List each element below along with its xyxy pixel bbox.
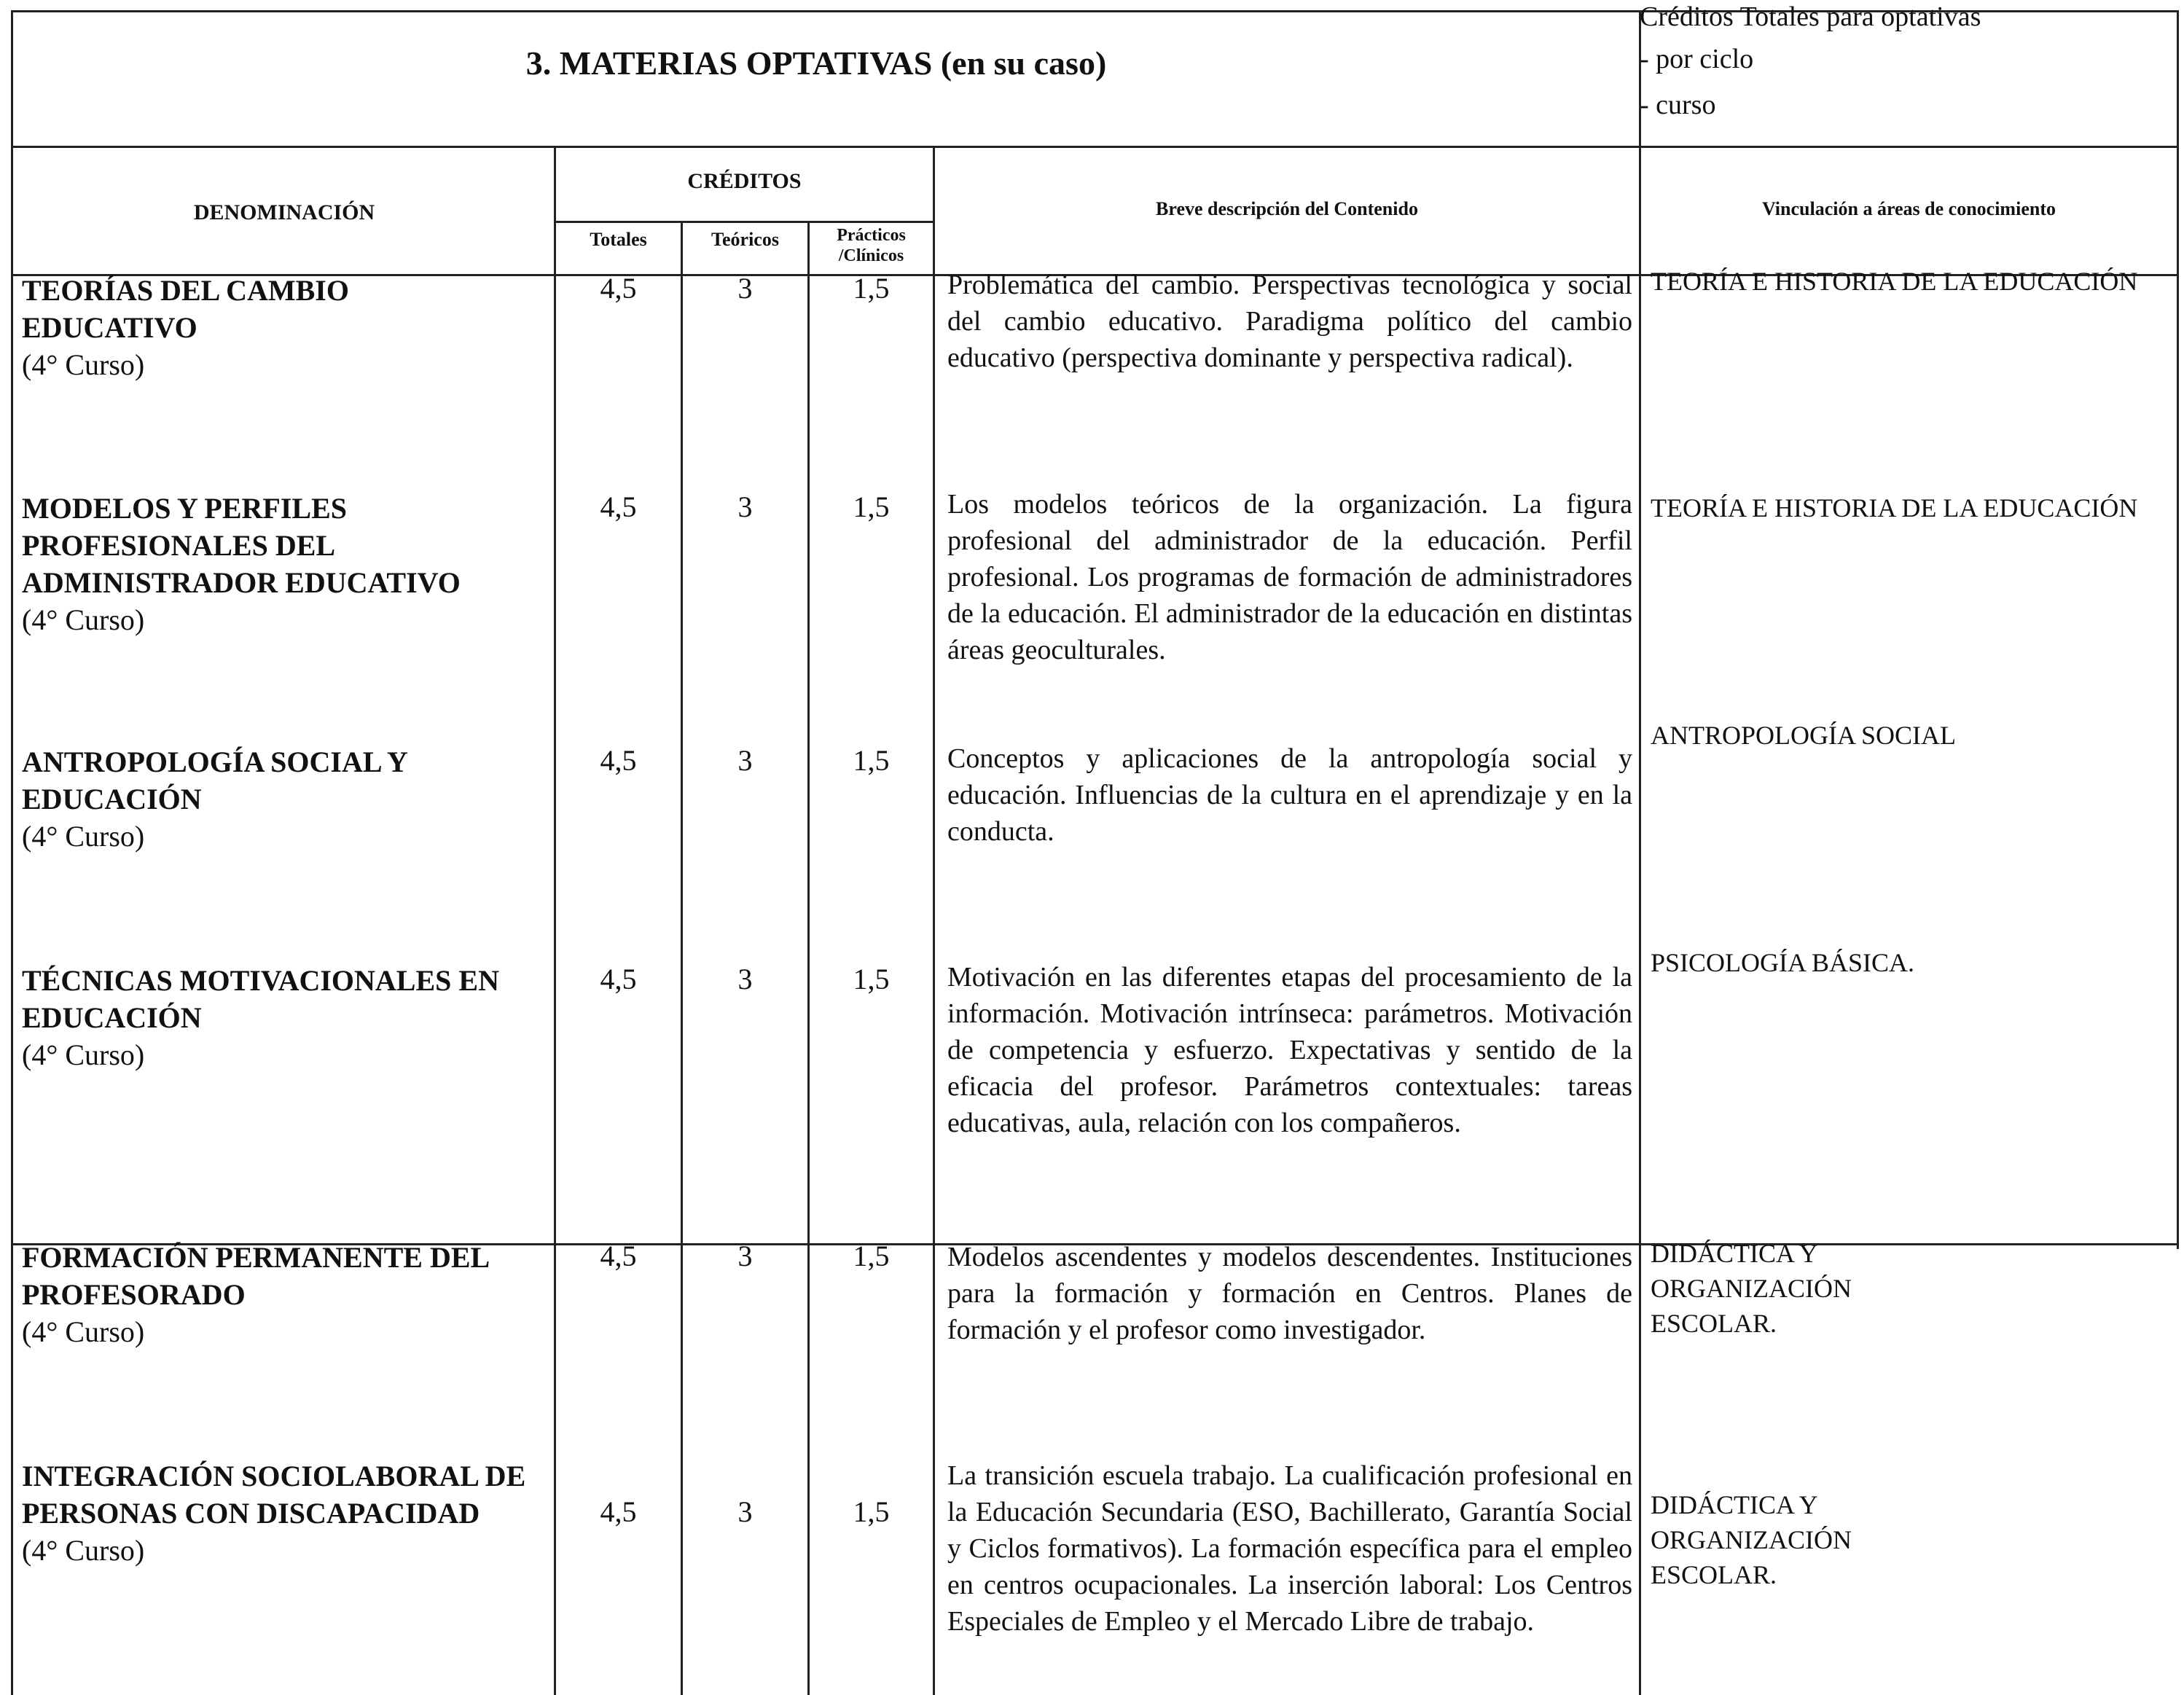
- row-6-totales: 4,5: [600, 1495, 637, 1528]
- row-5-teoricos: 3: [737, 1240, 753, 1272]
- row-6-area: DIDÁCTICA Y ORGANIZACIÓN ESCOLAR.: [1651, 1490, 1852, 1589]
- row-1-area: TEORÍA E HISTORIA DE LA EDUCACIÓN: [1651, 267, 2138, 296]
- row-6-description: La transición escuela trabajo. La cualificación profesional en la Educación Secundaria (ESO, Bachillerato, Garantía Social y Ciclos formativos). La formación específica para el empleo en centros ocupacionales. La inserción laboral: Los Centros Especiales de Empleo y el Mercado Libre de trabajo.: [947, 1460, 1632, 1637]
- credits-total-label: Créditos Totales para optativas: [1640, 1, 1981, 32]
- row-1-practicos: 1,5: [853, 272, 890, 305]
- row-4-description: Motivación en las diferentes etapas del procesamiento de la información. Motivación intrínseca: parámetros. Motivación de competencia y esfuerzo. Expectativas y sentido de la eficacia del profesor. Parámetros contextuales: tareas educativas, aula, relación con los compañeros.: [947, 962, 1632, 1138]
- per-course-label: - curso: [1640, 90, 1716, 120]
- row-3-name-line1: ANTROPOLOGÍA SOCIAL Y: [22, 745, 408, 778]
- row-3-description: Conceptos y aplicaciones de la antropología social y educación. Influencias de la cultura en el aprendizaje y en la conducta.: [947, 743, 1632, 847]
- row-4-name-line2: EDUCACIÓN: [22, 1001, 202, 1034]
- row-2-description: Los modelos teóricos de la organización. La figura profesional del administrador de la educación. Perfil profesional. Los programas de formación de administradores de la educación. El administrador de la educación en distintas áreas geoculturales.: [947, 489, 1632, 665]
- table-right-border: [2177, 10, 2179, 1249]
- row-3-area: ANTROPOLOGÍA SOCIAL: [1651, 721, 1957, 750]
- row-4-totales: 4,5: [600, 963, 637, 995]
- header-practicos: [810, 225, 933, 266]
- header-creditos: CRÉDITOS: [687, 169, 802, 193]
- row-2-name-line2: PROFESIONALES DEL: [22, 529, 336, 562]
- row-3-name-line2: EDUCACIÓN: [22, 783, 202, 815]
- header-vinculacion: Vinculación a áreas de conocimiento: [1762, 198, 2056, 219]
- row-6-name-line2: PERSONAS CON DISCAPACIDAD: [22, 1497, 480, 1530]
- row-1-course: (4° Curso): [22, 348, 145, 381]
- row-6-teoricos: 3: [737, 1495, 753, 1528]
- creditos-subheader-border: [554, 221, 933, 223]
- area-column-border: [1639, 10, 1641, 1695]
- row-5-name: [22, 1239, 554, 1350]
- row-3-teoricos: 3: [737, 744, 753, 777]
- row-4-name-line1: TÉCNICAS MOTIVACIONALES EN: [22, 964, 499, 997]
- teoricos-column-border: [807, 221, 810, 1695]
- row-2-name-line1: MODELOS Y PERFILES: [22, 492, 347, 525]
- title-bottom-border: [11, 146, 2179, 148]
- row-6-name-line1: INTEGRACIÓN SOCIOLABORAL DE: [22, 1460, 526, 1492]
- row-5-name-line1: FORMACIÓN PERMANENTE DEL: [22, 1241, 490, 1274]
- creditos-column-border: [933, 146, 935, 1695]
- header-totales: Totales: [590, 229, 647, 250]
- row-2-totales: 4,5: [600, 490, 637, 523]
- header-practicos-line1: Prácticos: [837, 226, 906, 245]
- row-3-practicos: 1,5: [853, 744, 890, 777]
- row-2-course: (4° Curso): [22, 603, 145, 636]
- header-teoricos: Teóricos: [711, 229, 779, 250]
- row-2-teoricos: 3: [737, 490, 753, 523]
- row-5-totales: 4,5: [600, 1240, 637, 1272]
- row-1-description: Problemática del cambio. Perspectivas tecnológica y social del cambio educativo. Paradigma político del cambio educativo (perspectiva dominante y perspectiva radical).: [947, 270, 1632, 373]
- page-title: 3. MATERIAS OPTATIVAS (en su caso): [525, 44, 1107, 82]
- row-2-name-line3: ADMINISTRADOR EDUCATIVO: [22, 566, 461, 599]
- row-1-name-line1: TEORÍAS DEL CAMBIO: [22, 274, 349, 307]
- row-2-practicos: 1,5: [853, 490, 890, 523]
- header-denominacion: DENOMINACIÓN: [193, 200, 375, 224]
- row-4-area: PSICOLOGÍA BÁSICA.: [1651, 948, 1915, 977]
- table-left-border: [11, 10, 13, 1695]
- totales-column-border: [681, 221, 683, 1695]
- row-1-teoricos: 3: [737, 272, 753, 305]
- row-3-totales: 4,5: [600, 744, 637, 777]
- row-5-practicos: 1,5: [853, 1240, 890, 1272]
- header-descripcion: Breve descripción del Contenido: [1156, 198, 1418, 219]
- row-3-course: (4° Curso): [22, 820, 145, 853]
- row-6-course: (4° Curso): [22, 1534, 145, 1567]
- header-practicos-line2: /Clínicos: [838, 246, 904, 265]
- row-6-name: [22, 1457, 554, 1569]
- row-4-practicos: 1,5: [853, 963, 890, 995]
- row-3-name: [22, 743, 554, 855]
- denominacion-column-border: [554, 146, 556, 1695]
- row-4-course: (4° Curso): [22, 1038, 145, 1071]
- row-5-area: DIDÁCTICA Y ORGANIZACIÓN ESCOLAR.: [1651, 1239, 1852, 1338]
- row-1-totales: 4,5: [600, 272, 637, 305]
- row-1-name-line2: EDUCATIVO: [22, 311, 197, 344]
- row-5-name-line2: PROFESORADO: [22, 1278, 246, 1311]
- row-2-name: [22, 490, 554, 638]
- row-5-description: Modelos ascendentes y modelos descendentes. Instituciones para la formación y formación en Centros. Planes de formación y el profesor como investigador.: [947, 1242, 1632, 1345]
- row-5-course: (4° Curso): [22, 1315, 145, 1348]
- per-cycle-label: - por ciclo: [1640, 44, 1754, 74]
- row-4-teoricos: 3: [737, 963, 753, 995]
- row-4-name: [22, 962, 554, 1073]
- row-1-name: [22, 272, 554, 383]
- row-6-practicos: 1,5: [853, 1495, 890, 1528]
- row-2-area: TEORÍA E HISTORIA DE LA EDUCACIÓN: [1651, 493, 2138, 522]
